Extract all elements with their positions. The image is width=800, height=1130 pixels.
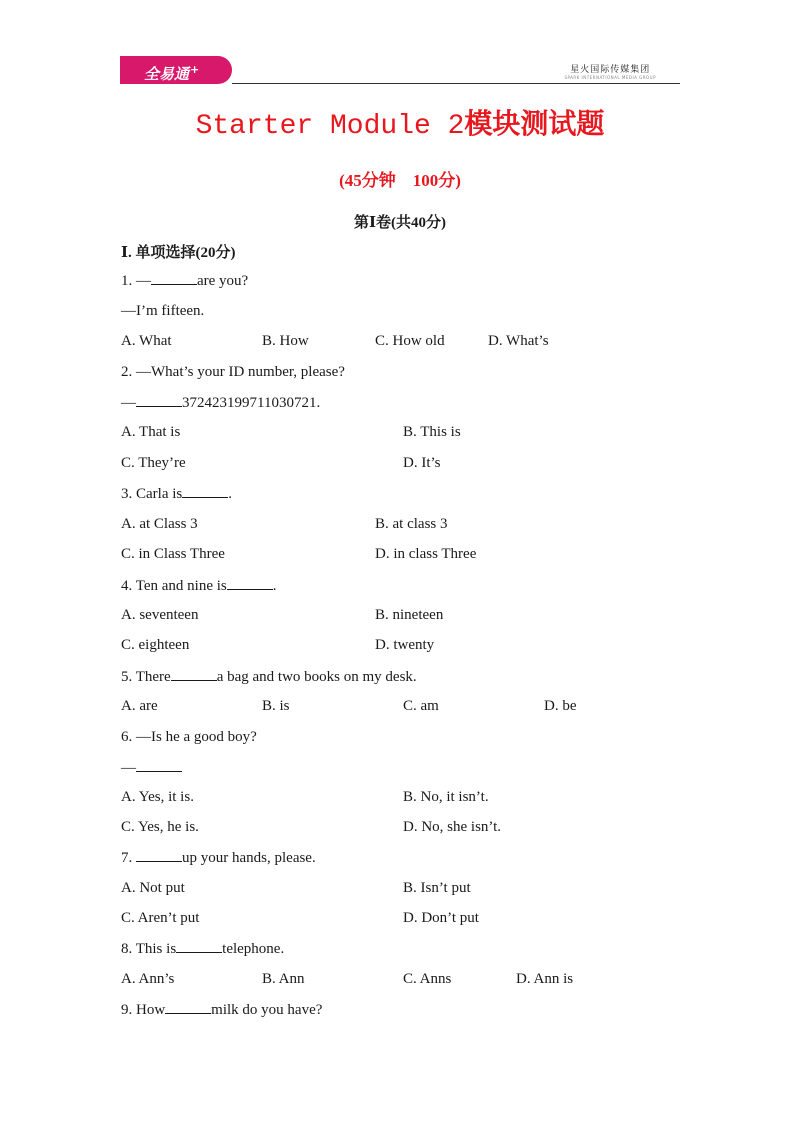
q7-option-b: B. Isn’t put [403, 880, 471, 896]
q2-option-b: B. This is [403, 424, 461, 440]
q9-suffix: milk do you have? [211, 1002, 323, 1018]
q6-option-d: D. No, she isn’t. [403, 819, 502, 835]
question-1 [121, 272, 248, 290]
header-rule [232, 83, 680, 84]
q3-suffix: . [228, 486, 232, 502]
q4-suffix: . [272, 578, 277, 594]
q3-option-d: D. in class Three [375, 546, 477, 562]
part-title: 第Ⅰ卷(共40分) [353, 215, 446, 231]
q5-option-b: B. is [262, 698, 290, 714]
publisher-name-cn: 星火国际传媒集团 [570, 65, 651, 75]
answer-blank [136, 849, 182, 862]
logo-text: 全易通 [144, 65, 190, 83]
q1-prefix: 1. — [121, 273, 151, 289]
q4-option-c: C. eighteen [121, 637, 190, 653]
q7-option-a: A. Not put [121, 880, 185, 896]
q1-option-b: B. How [262, 333, 309, 349]
q5-option-a: A. are [121, 698, 158, 714]
q5-option-d: D. be [544, 698, 577, 714]
q2-option-d: D. It’s [403, 455, 441, 471]
answer-blank [136, 394, 182, 407]
question-9 [121, 1001, 322, 1019]
question-3 [121, 485, 232, 503]
q8-option-d: D. Ann is [516, 971, 574, 987]
q1-answer-line: —I’m fifteen. [121, 303, 205, 319]
q6-option-b: B. No, it isn’t. [403, 789, 489, 805]
question-5 [121, 668, 417, 686]
exam-duration-score: (45分钟 100分) [339, 171, 461, 190]
q5-prefix: 5. There [121, 669, 171, 685]
q3-option-c: C. in Class Three [121, 546, 225, 562]
page-title [0, 102, 800, 142]
publisher-name-en: SPARK INTERNATIONAL MEDIA GROUP [564, 75, 656, 80]
q5-suffix: a bag and two books on my desk. [216, 669, 417, 685]
q7-suffix: up your hands, please. [182, 850, 316, 866]
q8-prefix: 8. This is [121, 941, 177, 957]
q7-option-d: D. Don’t put [403, 910, 479, 926]
q2-option-a: A. That is [121, 424, 181, 440]
q8-option-a: A. Ann’s [121, 971, 175, 987]
section-title: Ⅰ. 单项选择(20分) [121, 245, 236, 261]
q2-option-c: C. They’re [121, 455, 186, 471]
question-7 [121, 849, 316, 867]
q1-option-d: D. What’s [488, 333, 549, 349]
q4-option-b: B. nineteen [375, 607, 444, 623]
q8-option-b: B. Ann [262, 971, 305, 987]
q4-option-a: A. seventeen [121, 607, 199, 623]
question-2: 2. —What’s your ID number, please? [121, 364, 345, 380]
brand-logo [120, 56, 232, 84]
q1-option-c: C. How old [375, 333, 445, 349]
logo-plus: + [190, 63, 200, 76]
q1-suffix: are you? [197, 273, 249, 289]
question-6: 6. —Is he a good boy? [121, 729, 257, 745]
answer-blank [182, 485, 228, 498]
q1-option-a: A. What [121, 333, 172, 349]
q3-option-b: B. at class 3 [375, 516, 448, 532]
q7-prefix: 7. [121, 850, 136, 866]
q6-answer-line [121, 759, 182, 777]
q2-id-number: 372423199711030721. [182, 395, 321, 411]
answer-blank [227, 577, 273, 590]
answer-blank [136, 759, 182, 772]
page-header [120, 56, 680, 86]
q2-dash: — [121, 395, 136, 411]
q8-suffix: telephone. [222, 941, 285, 957]
q4-prefix: 4. Ten and nine is [121, 578, 227, 594]
title-english: Starter Module 2 [195, 111, 465, 142]
title-chinese: 模块测试题 [464, 107, 605, 140]
q9-prefix: 9. How [121, 1002, 166, 1018]
answer-blank [151, 272, 197, 285]
q6-dash: — [121, 760, 136, 776]
q3-option-a: A. at Class 3 [121, 516, 198, 532]
answer-blank [171, 668, 217, 681]
question-8 [121, 940, 284, 958]
q4-option-d: D. twenty [375, 637, 435, 653]
publisher-mark [564, 62, 656, 80]
answer-blank [176, 940, 222, 953]
q7-option-c: C. Aren’t put [121, 910, 200, 926]
q6-option-a: A. Yes, it is. [121, 789, 194, 805]
q6-option-c: C. Yes, he is. [121, 819, 199, 835]
q2-answer-line [121, 394, 320, 412]
question-4 [121, 577, 277, 595]
answer-blank [165, 1001, 211, 1014]
q8-option-c: C. Anns [403, 971, 452, 987]
q3-prefix: 3. Carla is [121, 486, 183, 502]
q5-option-c: C. am [403, 698, 439, 714]
